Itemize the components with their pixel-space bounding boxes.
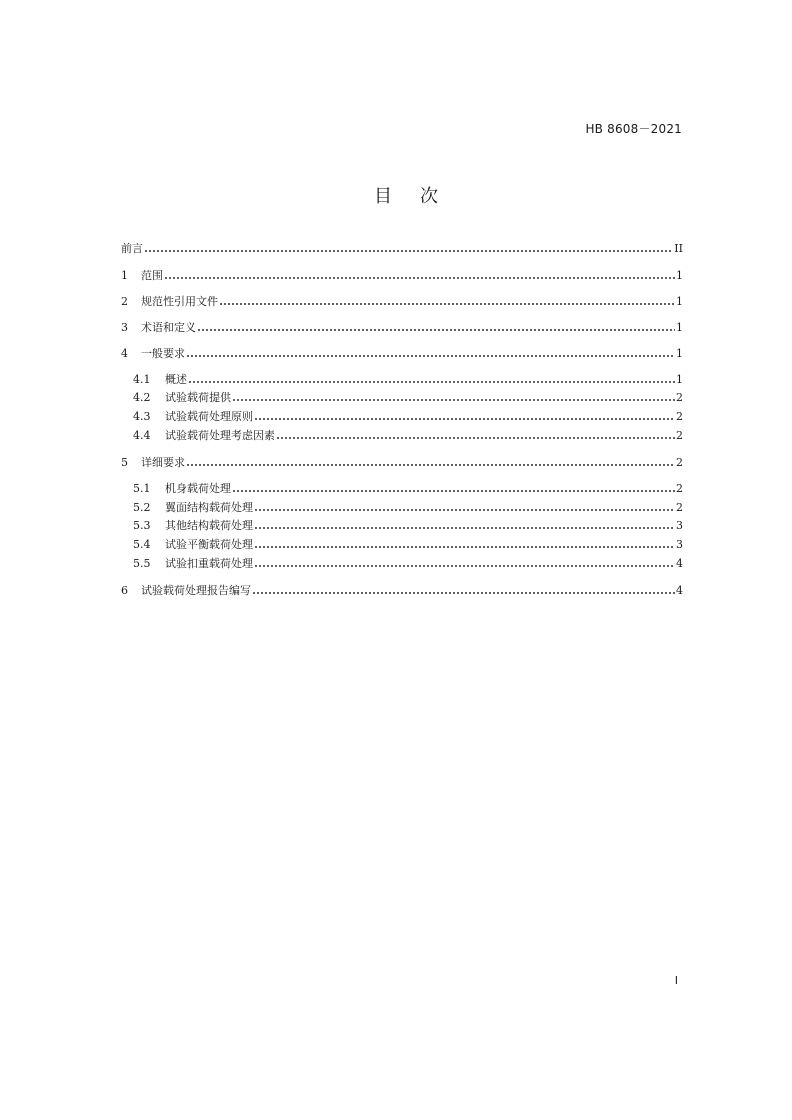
toc-entry-4-4[interactable]	[133, 428, 683, 444]
toc-entry-page: 1	[676, 347, 683, 360]
document-code: HB 8608－2021	[585, 122, 682, 136]
toc-entry-page: 1	[676, 373, 683, 386]
toc-entry-number: 2	[121, 295, 128, 308]
toc-entry-4[interactable]	[121, 346, 683, 362]
toc-entry-5-5[interactable]	[133, 556, 683, 572]
toc-entry-label: 详细要求	[141, 456, 185, 469]
toc-entry-page: 2	[676, 391, 683, 404]
toc-entry-4-3[interactable]	[133, 409, 683, 425]
toc-entry-page: 4	[676, 557, 683, 570]
toc-entry-number: 6	[121, 584, 128, 597]
toc-entry-4-1[interactable]	[133, 372, 683, 388]
toc-entry-number: 5.1	[133, 482, 151, 495]
toc-entry-number: 4.2	[133, 391, 151, 404]
toc-leader-dots	[186, 355, 675, 357]
toc-entry-number: 5.4	[133, 538, 151, 551]
toc-entry-page: 2	[676, 482, 683, 495]
toc-title-char-1: 目	[374, 186, 392, 207]
toc-leader-dots	[276, 437, 675, 439]
toc-leader-dots	[232, 399, 675, 401]
toc-entry-5[interactable]	[121, 455, 683, 471]
toc-entry-3[interactable]	[121, 320, 683, 336]
page-number: I	[674, 974, 678, 987]
toc-entry-page: II	[674, 242, 683, 255]
toc-title-char-2: 次	[420, 186, 438, 207]
toc-leader-dots	[252, 592, 675, 594]
toc-entry-number: 4.3	[133, 410, 151, 423]
toc-leader-dots	[254, 509, 675, 511]
toc-entry-label: 试验载荷处理报告编写	[141, 584, 251, 597]
toc-entry-number: 5.5	[133, 557, 151, 570]
toc-entry-page: 3	[676, 519, 683, 532]
toc-entry-number: 4.1	[133, 373, 151, 386]
toc-entry-foreword[interactable]	[121, 241, 683, 257]
toc-entry-page: 2	[676, 410, 683, 423]
toc-entry-label: 规范性引用文件	[141, 295, 218, 308]
toc-title	[0, 182, 792, 208]
toc-entry-4-2[interactable]	[133, 390, 683, 406]
toc-entry-label: 翼面结构载荷处理	[165, 501, 253, 514]
toc-leader-dots	[254, 527, 675, 529]
toc-entry-page: 1	[676, 321, 683, 334]
toc-leader-dots	[197, 329, 675, 331]
toc-entry-label: 术语和定义	[141, 321, 196, 334]
toc-entry-number: 5.2	[133, 501, 151, 514]
toc-entry-page: 2	[676, 429, 683, 442]
toc-entry-number: 3	[121, 321, 128, 334]
toc-leader-dots	[254, 565, 675, 567]
toc-entry-label: 范围	[141, 269, 163, 282]
toc-entry-label: 试验载荷处理考虑因素	[165, 429, 275, 442]
toc-entry-label: 概述	[165, 373, 187, 386]
toc-entry-label: 试验载荷处理原则	[165, 410, 253, 423]
toc-entry-5-3[interactable]	[133, 518, 683, 534]
toc-entry-6[interactable]	[121, 583, 683, 599]
toc-entry-page: 3	[676, 538, 683, 551]
toc-entry-number: 4	[121, 347, 128, 360]
toc-entry-5-2[interactable]	[133, 500, 683, 516]
toc-entry-label: 试验载荷提供	[165, 391, 231, 404]
toc-entry-number: 5.3	[133, 519, 151, 532]
toc-leader-dots	[186, 464, 675, 466]
toc-entry-number: 5	[121, 456, 128, 469]
toc-entry-page: 1	[676, 269, 683, 282]
toc-entry-5-4[interactable]	[133, 537, 683, 553]
toc-entry-label: 试验扣重载荷处理	[165, 557, 253, 570]
toc-leader-dots	[144, 250, 673, 252]
toc-entry-label: 前言	[121, 242, 143, 255]
toc-leader-dots	[164, 277, 675, 279]
toc-entry-page: 2	[676, 501, 683, 514]
toc-entry-label: 试验平衡载荷处理	[165, 538, 253, 551]
toc-entry-2[interactable]	[121, 294, 683, 310]
toc-entry-5-1[interactable]	[133, 481, 683, 497]
toc-entry-number: 4.4	[133, 429, 151, 442]
toc-entry-page: 1	[676, 295, 683, 308]
toc-leader-dots	[254, 418, 675, 420]
toc-leader-dots	[232, 490, 675, 492]
toc-entry-number: 1	[121, 269, 128, 282]
toc-entry-1[interactable]	[121, 268, 683, 284]
toc-leader-dots	[254, 546, 675, 548]
toc-entry-page: 2	[676, 456, 683, 469]
toc-entry-label: 机身载荷处理	[165, 482, 231, 495]
toc-leader-dots	[219, 303, 675, 305]
toc-entry-page: 4	[676, 584, 683, 597]
toc-entry-label: 一般要求	[141, 347, 185, 360]
toc-entry-label: 其他结构载荷处理	[165, 519, 253, 532]
toc-leader-dots	[188, 381, 675, 383]
